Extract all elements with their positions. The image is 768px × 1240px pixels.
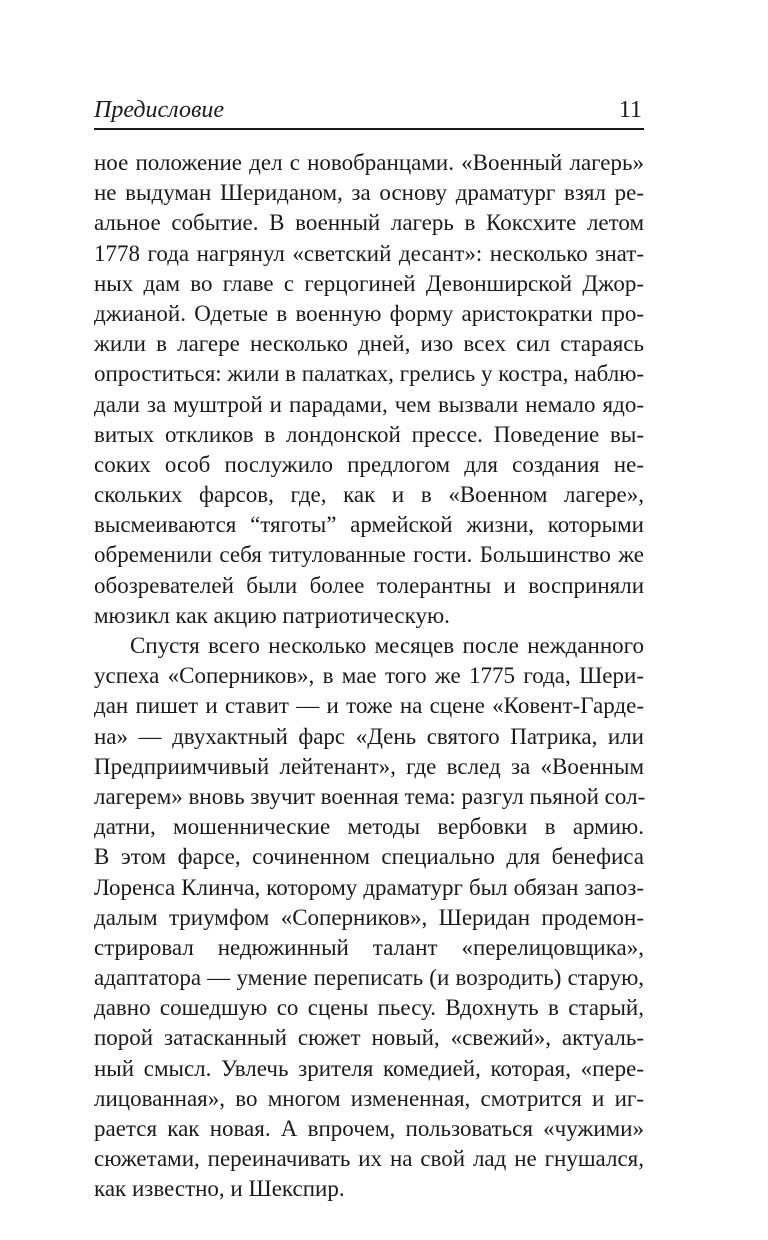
text-line: мюзикл как акцию патриотическую. (94, 602, 450, 628)
text-line: ных дам во главе с герцогиней Девонширской Джор- (94, 270, 644, 296)
text-line: дан пишет и ставит — и тоже на сцене «Ковент-Гарде- (94, 693, 644, 719)
paragraph-1 (94, 148, 644, 631)
text-line: давно сошедшую со сцены пьесу. Вдохнуть в старый, (94, 995, 644, 1021)
text-line: Спустя всего несколько месяцев после нежданного (130, 633, 644, 658)
text-line: В этом фарсе, сочиненном специально для бенефиса (94, 844, 644, 870)
text-line: жили в лагере несколько дней, изо всех сил стараясь (94, 331, 644, 357)
text-line: витых откликов в лондонской прессе. Поведение вы- (94, 421, 644, 447)
text-line: лагерем» вновь звучит военная тема: разгул пьяной сол- (94, 783, 646, 809)
text-line: скольких фарсов, где, как и в «Военном лагере», (94, 482, 644, 508)
text-line: дали за муштрой и парадами, чем вызвали немало ядо- (94, 391, 644, 417)
text-line: датни, мошеннические методы вербовки в армию. (94, 814, 644, 840)
text-line: ное положение дел с новобранцами. «Военный лагерь» (94, 150, 644, 175)
text-line: Лоренса Клинча, которому драматург был обязан запоз- (94, 874, 644, 900)
text-line: лицованная», во многом измененная, смотрится и иг- (94, 1085, 644, 1111)
text-line: обозревателей были более толерантны и восприняли (94, 572, 644, 598)
text-line: на» — двухактный фарс «День святого Патрика, или (94, 723, 644, 749)
text-line: ный смысл. Увлечь зрителя комедией, которая, «пере- (94, 1055, 644, 1081)
text-line: 1778 года нагрянул «светский десант»: несколько знат- (94, 240, 644, 266)
page-number: 11 (618, 97, 642, 123)
text-line: джианой. Одетые в военную форму аристократки про- (94, 300, 644, 326)
text-line: успеха «Соперников», в мае того же 1775 года, Шери- (94, 663, 644, 689)
text-line: опроститься: жили в палатках, грелись у костра, наблю- (94, 361, 645, 387)
running-header (94, 94, 644, 130)
text-line: соких особ послужило предлогом для создания не- (94, 451, 644, 477)
text-line: как известно, и Шекспир. (94, 1176, 345, 1202)
text-line: высмеиваются “тяготы” армейской жизни, которыми (94, 512, 644, 538)
text-line: адаптатора — умение переписать (и возродить) старую, (94, 965, 644, 991)
body-text (94, 148, 644, 1205)
text-line: Предприимчивый лейтенант», где вслед за «Военным (94, 753, 644, 779)
text-line: не выдуман Шериданом, за основу драматург взял ре- (94, 180, 644, 206)
paragraph-2 (94, 631, 644, 1205)
text-line: стрировал недюжинный талант «перелицовщика», (94, 934, 644, 960)
text-line: далым триумфом «Соперников», Шеридан продемон- (94, 904, 644, 930)
text-line: сюжетами, переиначивать их на свой лад не гнушался, (94, 1146, 644, 1172)
text-line: рается как новая. А впрочем, пользоваться «чужими» (94, 1116, 644, 1141)
section-title: Предисловие (94, 97, 225, 123)
text-line: обременили себя титулованные гости. Большинство же (94, 542, 644, 568)
text-line: порой затасканный сюжет новый, «свежий», актуаль- (94, 1025, 644, 1051)
text-line: альное событие. В военный лагерь в Коксхите летом (94, 210, 644, 236)
